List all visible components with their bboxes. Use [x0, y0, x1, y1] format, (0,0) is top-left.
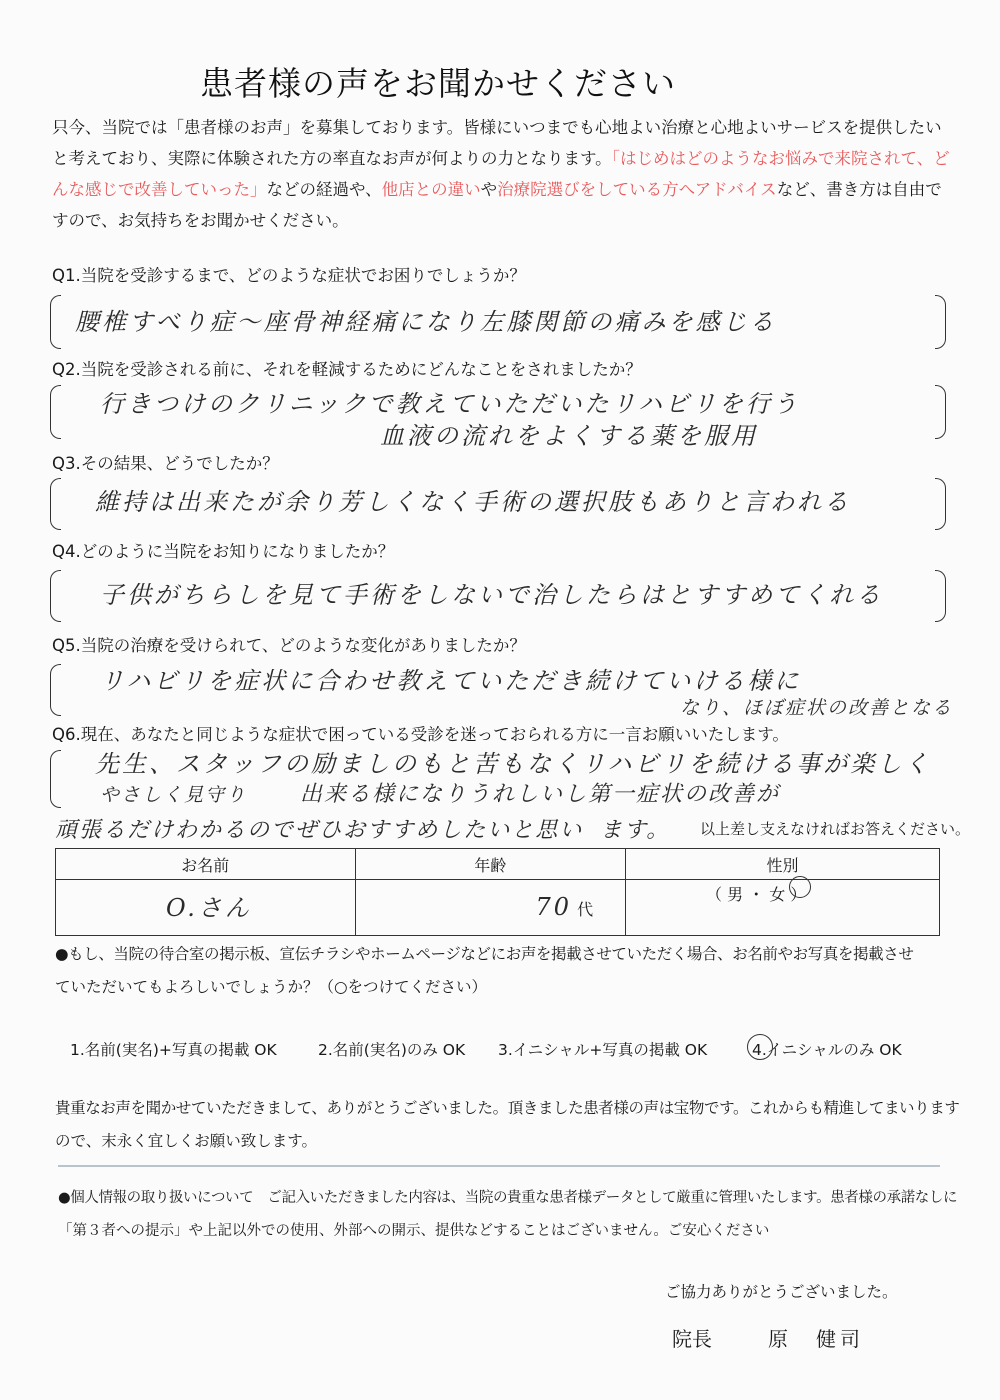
question-6-answer-line-5: ます。 [600, 818, 671, 843]
question-2-label: Q2.当院を受診される前に、それを軽減するためにどんなことをされましたか？ [52, 360, 642, 379]
consent-option-4[interactable]: 4.イニシャルのみ OK [752, 1041, 902, 1059]
question-4-answer: 子供がちらしを見て手術をしないで治したらはとすすめてくれる [100, 581, 884, 609]
question-2-answer-line-2: 血液の流れをよくする薬を服用 [380, 422, 758, 450]
gender-selected-circle [789, 876, 811, 898]
question-1-answer: 腰椎すべり症～座骨神経痛になり左膝関節の痛みを感じる [75, 308, 777, 336]
question-6-label: Q6.現在、あなたと同じような症状で困っている受診を迷っておられる方に一言お願いいたします。 [52, 725, 789, 744]
intro-text: などの経過や、 [266, 180, 382, 199]
intro-line-3 [52, 176, 942, 200]
question-4-label: Q4.どのように当院をお知りになりましたか？ [52, 542, 395, 561]
intro-text: と考えており、実際に体験された方の率直なお声が何よりの力となります。 [52, 149, 612, 168]
privacy-line-2: 「第３者への提示」や上記以外での使用、外部への開示、提供などすることはございません。ご安心ください [58, 1223, 770, 1239]
intro-line-1: 只今、当院では「患者様のお声」を募集しております。皆様にいつまでも心地よい治療と心地よいサービスを提供したい [52, 118, 942, 137]
thanks-line-2: ので、末永く宜しくお願い致します。 [55, 1132, 317, 1150]
intro-line-4: すので、お気持ちをお聞かせください。 [52, 211, 349, 230]
question-6-answer-line-1: 先生、スタッフの励ましのもと苦もなくリハビリを続ける事が楽しく [95, 750, 932, 778]
name-cell [56, 880, 356, 936]
thanks-line-1: 貴重なお声を聞かせていただきまして、ありがとうございました。頂きました患者様の声は宝物です。これからも精進してまいります [55, 1099, 960, 1117]
age-suffix: 代 [577, 900, 594, 919]
answer-bracket-right [935, 295, 946, 349]
form-note: 以上差し支えなければお答えください。 [700, 820, 971, 838]
gender-header: 性別 [626, 849, 940, 880]
question-6-answer-line-4: 頑張るだけわかるのでぜひおすすめしたいと思い [55, 818, 584, 843]
page-title: 患者様の声をお聞かせください [200, 64, 676, 103]
intro-highlight: 他店との違い [381, 180, 481, 199]
question-1-label: Q1.当院を受診するまで、どのような症状でお困りでしょうか？ [52, 266, 526, 285]
divider [58, 1165, 940, 1167]
intro-highlight: 治療院選びをしている方へアドバイス [497, 180, 777, 199]
intro-text: や [480, 180, 498, 199]
answer-bracket-left [50, 570, 61, 622]
consent-line-2: ていただいてもよろしいでしょうか？（○をつけてください） [55, 978, 488, 996]
question-6-answer-line-2: やさしく見守り [100, 784, 248, 806]
question-3-label: Q3.その結果、どうでしたか？ [52, 454, 279, 473]
age-header: 年齢 [355, 849, 626, 880]
answer-bracket-left [50, 750, 61, 808]
gender-options: （ 男 ・ 女 ） [706, 885, 807, 904]
name-value: O.さん [166, 893, 252, 922]
age-value: 70 [535, 893, 573, 921]
answer-bracket-right [935, 570, 946, 622]
question-5-answer-line-2: なり、ほぼ症状の改善となる [680, 697, 954, 719]
closing-role: 院長 [672, 1327, 712, 1351]
name-header: お名前 [56, 849, 356, 880]
privacy-line-1: ●個人情報の取り扱いについて ご記入いただきました内容は、当院の貴重な患者様データとして厳重に管理いたします。患者様の承諾なしに [58, 1190, 958, 1206]
closing-message: ご協力ありがとうございました。 [665, 1283, 898, 1301]
answer-bracket-left [50, 664, 61, 716]
closing-name: 原 健司 [768, 1327, 864, 1351]
answer-bracket-right [935, 478, 946, 530]
consent-line-1: ●もし、当院の待合室の掲示板、宣伝チラシやホームページなどにお声を掲載させていただく場合、お名前やお写真を掲載させ [55, 945, 914, 963]
question-6-answer-line-3: 出来る様になりうれしいし第一症状の改善が [300, 782, 781, 807]
intro-highlight: んな感じで改善していった」 [52, 180, 267, 199]
answer-bracket-right [935, 385, 946, 439]
answer-bracket-left [50, 295, 61, 349]
question-5-label: Q5.当院の治療を受けられて、どのような変化がありましたか？ [52, 636, 526, 655]
answer-bracket-left [50, 385, 61, 439]
consent-selected-circle [747, 1034, 773, 1060]
age-cell [355, 880, 626, 936]
question-2-answer-line-1: 行きつけのクリニックで教えていただいたリハビリを行う [100, 390, 800, 418]
consent-option-2[interactable]: 2.名前(実名)のみ OK [318, 1041, 466, 1059]
question-3-answer: 維持は出来たが余り芳しくなく手術の選択肢もありと言われる [95, 488, 851, 516]
consent-option-1[interactable]: 1.名前(実名)+写真の掲載 OK [70, 1041, 277, 1059]
answer-bracket-left [50, 478, 61, 530]
question-5-answer-line-1: リハビリを症状に合わせ教えていただき続けていける様に [100, 667, 802, 695]
intro-line-2 [52, 145, 950, 169]
gender-cell [626, 880, 940, 936]
consent-option-3[interactable]: 3.イニシャル+写真の掲載 OK [498, 1041, 708, 1059]
intro-highlight: 「はじめはどのようなお悩みで来院されて、ど [611, 149, 950, 168]
intro-text: など、書き方は自由で [776, 180, 942, 199]
